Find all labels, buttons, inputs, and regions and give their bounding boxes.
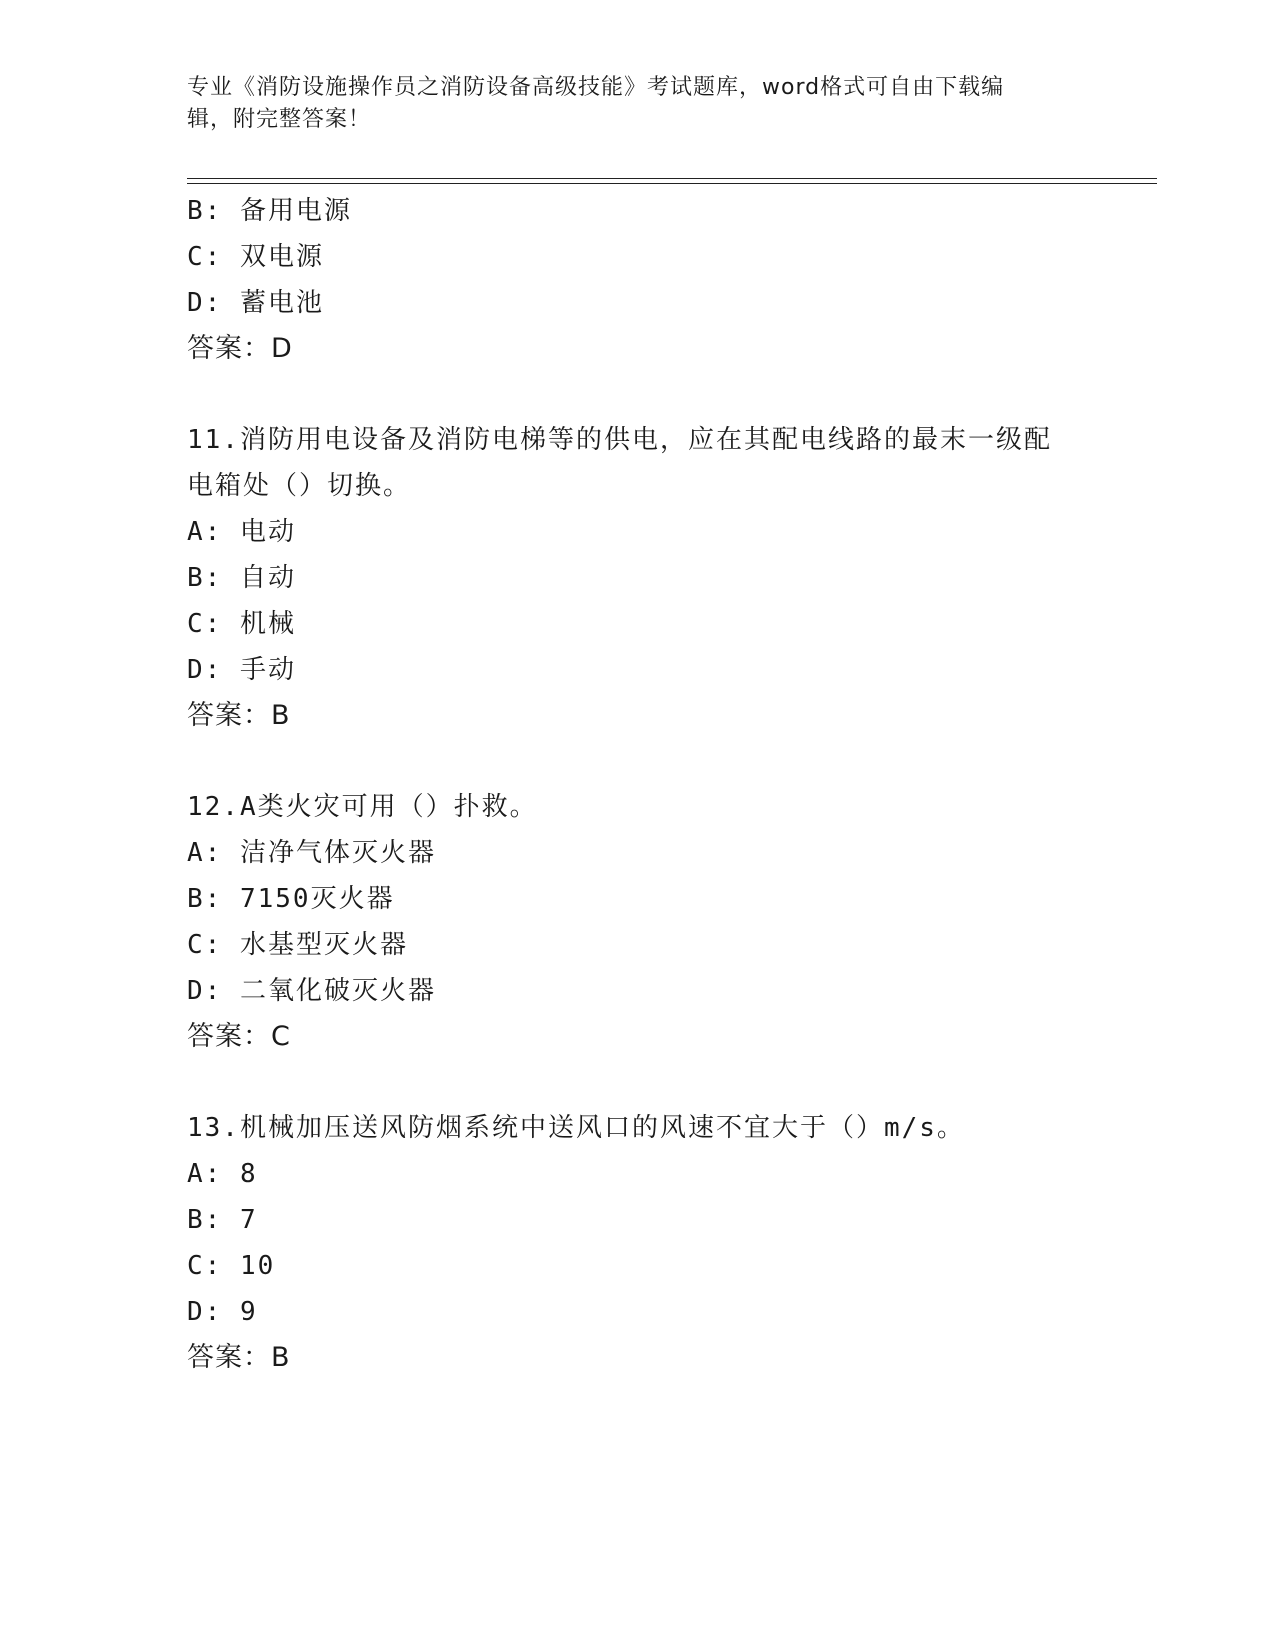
option-d: D: 二氧化破灭火器 [187,976,436,1006]
question-stem-continued: 电箱处（）切换。 [187,471,412,501]
question-11 [187,417,1107,739]
option-c: C: 10 [187,1251,276,1281]
question-13 [187,1105,1107,1381]
option-c: C: 双电源 [187,242,324,272]
answer-line: 答案：B [187,700,291,731]
question-10-continued [187,188,1107,372]
option-a: A: 电动 [187,517,296,547]
option-b: B: 备用电源 [187,196,352,226]
header-line-1: 专业《消防设施操作员之消防设备高级技能》考试题库，word格式可自由下载编 [187,75,1005,100]
option-d: D: 手动 [187,655,296,685]
option-c: C: 水基型灭火器 [187,930,408,960]
answer-line: 答案：D [187,333,293,364]
header-line-2: 辑，附完整答案！ [187,107,372,132]
question-list [187,188,1107,1381]
header-divider-top [187,178,1157,179]
question-stem: 12.A类火灾可用（）扑救。 [187,792,538,822]
option-b: B: 7 [187,1205,258,1235]
question-12 [187,784,1107,1060]
question-stem: 11.消防用电设备及消防电梯等的供电，应在其配电线路的最末一级配 [187,425,1052,455]
document-header [187,72,1077,136]
option-b: B: 7150灭火器 [187,884,395,914]
option-c: C: 机械 [187,609,296,639]
option-d: D: 9 [187,1297,258,1327]
answer-line: 答案：C [187,1021,291,1052]
answer-line: 答案：B [187,1342,291,1373]
header-divider-bottom [187,183,1157,184]
option-d: D: 蓄电池 [187,288,324,318]
option-b: B: 自动 [187,563,296,593]
option-a: A: 洁净气体灭火器 [187,838,436,868]
option-a: A: 8 [187,1159,258,1189]
question-stem: 13.机械加压送风防烟系统中送风口的风速不宜大于（）m/s。 [187,1113,965,1143]
